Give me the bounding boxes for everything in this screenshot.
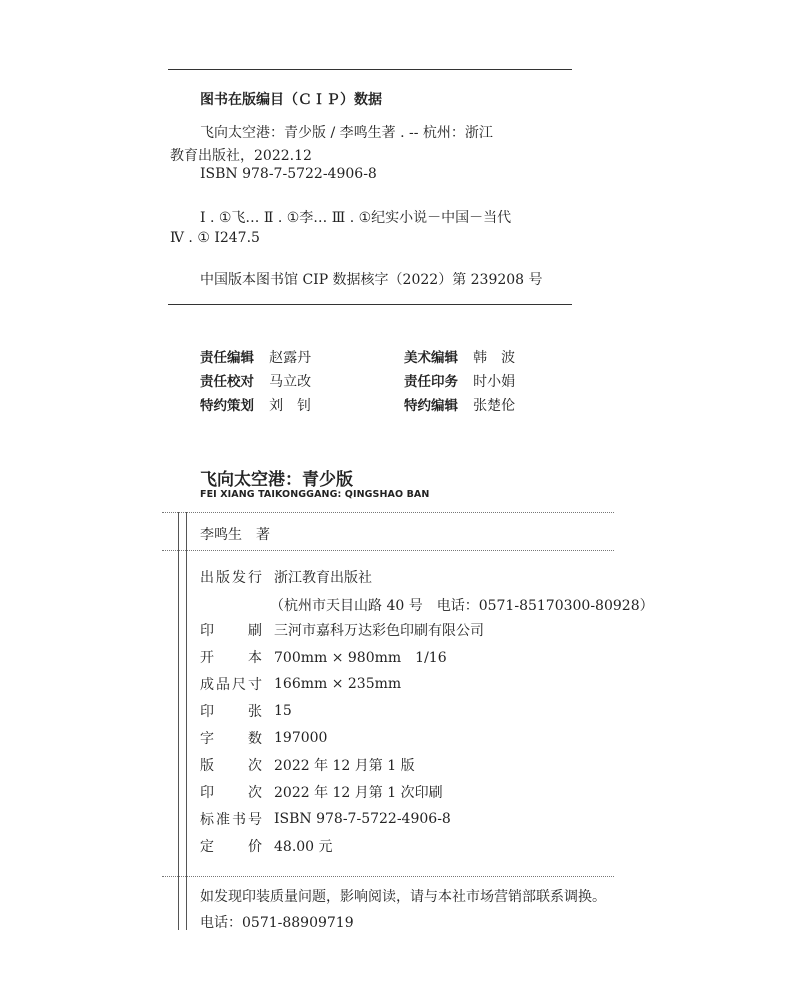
pub-value: 浙江教育出版社: [274, 570, 372, 586]
credit-row: [404, 370, 515, 391]
credit-row: [200, 394, 311, 415]
pub-row: [200, 754, 415, 776]
credit-value: 韩 波: [473, 350, 516, 366]
pub-row: [200, 835, 333, 857]
credit-label: 责任编辑: [200, 350, 254, 366]
pub-label: 印次: [200, 785, 262, 801]
credit-value: 赵露丹: [269, 350, 312, 366]
credit-row: [404, 394, 515, 415]
pub-row: [200, 646, 447, 668]
cip-line-1: 飞向太空港：青少版 / 李鸣生著 . -- 杭州：浙江: [200, 125, 493, 141]
pub-value: 197000: [274, 730, 328, 746]
credit-label: 特约编辑: [404, 398, 458, 414]
author-bottom-divider: [162, 550, 614, 551]
cip-bottom-rule: [168, 304, 572, 305]
pub-label: 版次: [200, 758, 262, 774]
service-phone: 电话：0571-88909719: [200, 915, 354, 931]
cip-line-4: Ⅰ . ①飞… Ⅱ . ①李… Ⅲ . ①纪实小说－中国－当代: [200, 210, 512, 226]
pub-value: 三河市嘉科万达彩色印刷有限公司: [274, 623, 484, 639]
pub-value: （杭州市天目山路 40 号 电话：0571-85170300-80928）: [270, 598, 654, 614]
cip-top-rule: [168, 69, 572, 70]
pub-row: [200, 808, 451, 830]
book-title: 飞向太空港：青少版: [200, 470, 353, 490]
credit-label: 责任校对: [200, 374, 254, 390]
author-top-divider: [162, 512, 614, 513]
credit-value: 刘 钊: [269, 398, 312, 414]
credit-label: 美术编辑: [404, 350, 458, 366]
book-author: 李鸣生 著: [200, 527, 270, 543]
pub-value: 15: [274, 703, 292, 719]
pub-label: 成品尺寸: [200, 677, 262, 693]
pub-label: 出版发行: [200, 570, 262, 586]
credit-row: [200, 346, 311, 367]
credit-value: 张楚伦: [473, 398, 516, 414]
cip-heading: 图书在版编目（ＣＩＰ）数据: [200, 92, 382, 108]
pub-row: [200, 673, 401, 695]
pub-label: 印刷: [200, 623, 262, 639]
credit-label: 特约策划: [200, 398, 254, 414]
pub-label: 印张: [200, 704, 262, 720]
cip-line-5: Ⅳ . ① I247.5: [170, 230, 260, 246]
frame-inner-rule: [186, 512, 187, 930]
book-title-pinyin: FEI XIANG TAIKONGGANG: QINGSHAO BAN: [200, 489, 430, 500]
pub-value: 2022 年 12 月第 1 版: [274, 758, 415, 774]
credit-value: 时小娟: [473, 374, 516, 390]
pub-value: 166mm × 235mm: [274, 676, 402, 692]
credit-row: [404, 346, 515, 367]
pub-value: 48.00 元: [274, 839, 333, 855]
quality-notice: 如发现印装质量问题，影响阅读，请与本社市场营销部联系调换。: [200, 889, 606, 905]
notice-divider: [162, 876, 614, 877]
pub-row: [200, 619, 484, 641]
pub-row: [200, 781, 443, 803]
credit-row: [200, 370, 311, 391]
credit-value: 马立改: [269, 374, 312, 390]
pub-label: 字数: [200, 731, 262, 747]
pub-value: 2022 年 12 月第 1 次印刷: [274, 785, 443, 801]
pub-value: 700mm × 980mm 1/16: [274, 650, 447, 666]
pub-value: ISBN 978-7-5722-4906-8: [274, 811, 451, 827]
pub-label: 定价: [200, 839, 262, 855]
pub-label: 开本: [200, 650, 262, 666]
pub-label: 标准书号: [200, 812, 262, 828]
pub-row: [200, 727, 327, 749]
credit-label: 责任印务: [404, 374, 458, 390]
pub-row: [200, 566, 372, 588]
pub-row: [270, 594, 654, 616]
pub-row: [200, 700, 292, 722]
cip-line-6: 中国版本图书馆 CIP 数据核字（2022）第 239208 号: [200, 272, 543, 288]
cip-line-2: 教育出版社，2022.12: [170, 148, 312, 164]
cip-line-3: ISBN 978-7-5722-4906-8: [200, 166, 377, 182]
frame-left-rule: [178, 512, 179, 930]
